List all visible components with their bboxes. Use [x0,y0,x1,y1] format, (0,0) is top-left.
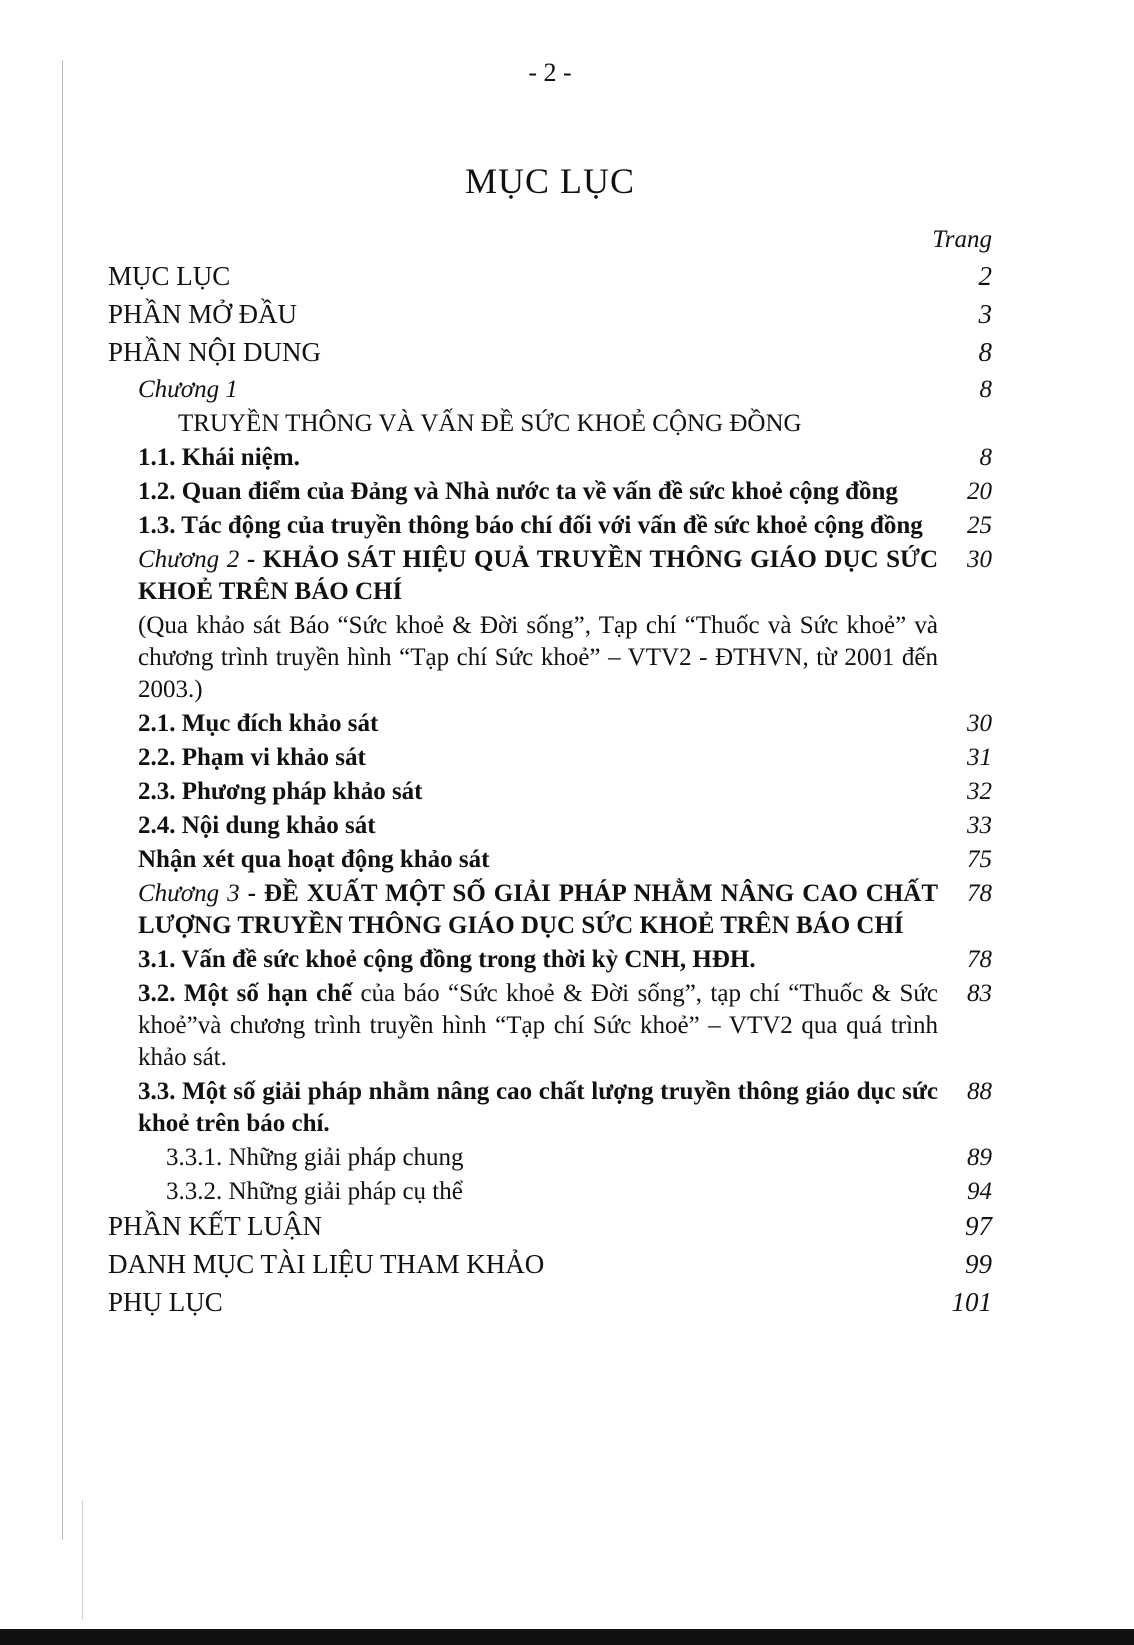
toc-entry-mo-dau[interactable] [108,298,992,330]
scan-bottom-band [0,1629,1134,1645]
scan-edge-line [82,1500,83,1620]
toc-entry-text: PHẦN MỞ ĐẦU [108,299,298,329]
toc-entry-page: 88 [967,1078,992,1105]
toc-entry-page: 25 [967,512,992,539]
toc-entry-text: DANH MỤC TÀI LIỆU THAM KHẢO [108,1249,545,1279]
toc-entry-text: MỤC LỤC [108,261,231,291]
chapter-label: Chương 3 [138,880,240,907]
toc-entry-page: 89 [967,1144,992,1171]
toc-entry-page: 8 [979,376,992,403]
toc-entry-1-2[interactable] [108,476,992,508]
toc-entry-page: 31 [967,744,992,771]
toc-entry-3-1[interactable] [108,944,992,976]
toc-entry-phu-luc[interactable] [108,1286,992,1318]
toc-entry-page: 33 [967,812,992,839]
toc-entry-page: 30 [967,710,992,737]
section-number: 3.2. Một số hạn chế [138,980,353,1007]
toc-entry-chapter-3[interactable] [108,878,992,942]
toc-entry-page: 20 [967,478,992,505]
toc-entry-text: PHỤ LỤC [108,1287,223,1317]
toc-entry-page: 101 [951,1287,992,1317]
page-number: - 2 - [528,58,572,87]
toc-entry-text [108,544,938,608]
toc-entry-text: 3.3.2. Những giải pháp cụ thể [166,1178,463,1205]
toc-entry-3-3[interactable] [108,1076,992,1140]
toc-entry-text: PHẦN NỘI DUNG [108,337,321,367]
toc-entry-text: 3.3.1. Những giải pháp chung [166,1144,464,1171]
toc-entry-text: 3.3. Một số giải pháp nhằm nâng cao chất lượng truyền thông giáo dục sức khoẻ trên báo chí. [138,1078,938,1137]
chapter-title: - ĐỀ XUẤT MỘT SỐ GIẢI PHÁP NHẰM NÂNG CAO CHẤT LƯỢNG TRUYỀN THÔNG GIÁO DỤC SỨC KHOẺ TRÊN BÁO CHÍ [138,880,939,939]
toc-entry-page: 78 [967,880,992,907]
toc-entry-text [108,878,938,942]
toc-entry-text: TRUYỀN THÔNG VÀ VẤN ĐỀ SỨC KHOẺ CỘNG ĐỒNG [178,410,802,437]
toc-entry-page: 32 [967,778,992,805]
toc-entry-3-3-2[interactable] [108,1176,992,1208]
toc-entry-noi-dung[interactable] [108,336,992,368]
toc-entry-text [108,978,938,1074]
toc-entry-nhan-xet[interactable] [108,844,992,876]
toc-entry-page: 2 [978,261,992,291]
toc-entry-text: 3.1. Vấn đề sức khoẻ cộng đồng trong thời kỳ CNH, HĐH. [138,946,756,973]
toc-entry-chapter-2[interactable] [108,544,992,608]
scan-edge-line [62,60,63,1540]
toc-entry-page: 99 [965,1249,992,1279]
toc-entry-text: 2.2. Phạm vi khảo sát [138,744,366,771]
toc-entry-text: 1.2. Quan điểm của Đảng và Nhà nước ta về vấn đề sức khoẻ cộng đồng [138,478,898,505]
toc-entry-text: 2.4. Nội dung khảo sát [138,812,376,839]
toc-entry-page: 78 [967,946,992,973]
toc-entry-text: (Qua khảo sát Báo “Sức khoẻ & Đời sống”, Tạp chí “Thuốc và Sức khoẻ” và chương trình truyền hình “Tạp chí Sức khoẻ” – VTV2 - ĐTHVN, từ 2001 đến 2003.) [138,612,938,703]
table-of-contents [108,260,992,1324]
toc-entry-text: Chương 1 [138,376,238,403]
toc-entry-page: 8 [979,444,992,471]
toc-entry-text: 2.3. Phương pháp khảo sát [138,778,423,805]
toc-entry-text: 1.1. Khái niệm. [138,444,300,471]
toc-entry-text: Nhận xét qua hoạt động khảo sát [138,846,490,873]
toc-entry-1-1[interactable] [108,442,992,474]
page-title: MỤC LỤC [464,161,636,201]
toc-entry-text: PHẦN KẾT LUẬN [108,1211,322,1241]
toc-entry-2-3[interactable] [108,776,992,808]
toc-entry-text: 1.3. Tác động của truyền thông báo chí đối với vấn đề sức khoẻ cộng đồng [138,512,923,539]
chapter-label: Chương 2 [138,546,240,573]
toc-entry-2-2[interactable] [108,742,992,774]
toc-entry-text: 2.1. Mục đích khảo sát [138,710,379,737]
toc-entry-page: 30 [967,546,992,573]
toc-entry-chapter-1-title [108,408,992,440]
toc-entry-page: 75 [967,846,992,873]
toc-entry-3-2[interactable] [108,978,992,1074]
toc-entry-1-3[interactable] [108,510,992,542]
toc-entry-page: 3 [978,299,992,329]
page-column-header: Trang [932,226,992,253]
toc-entry-muc-luc[interactable] [108,260,992,292]
toc-entry-page: 94 [967,1178,992,1205]
toc-entry-ket-luan[interactable] [108,1210,992,1242]
toc-entry-page: 97 [965,1211,992,1241]
toc-entry-page: 83 [967,980,992,1007]
toc-entry-page: 8 [978,337,992,367]
toc-entry-chapter-2-note [108,610,992,706]
toc-entry-2-1[interactable] [108,708,992,740]
section-description: của báo “Sức khoẻ & Đời sống”, tạp chí “Thuốc & Sức khoẻ”và chương trình truyền hình “Tạp chí Sức khoẻ” – VTV2 qua quá trình khảo sát. [138,980,938,1071]
chapter-title: - KHẢO SÁT HIỆU QUẢ TRUYỀN THÔNG GIÁO DỤC SỨC KHOẺ TRÊN BÁO CHÍ [138,546,938,605]
toc-entry-tai-lieu[interactable] [108,1248,992,1280]
toc-entry-3-3-1[interactable] [108,1142,992,1174]
toc-entry-2-4[interactable] [108,810,992,842]
toc-entry-chapter-1[interactable] [108,374,992,406]
